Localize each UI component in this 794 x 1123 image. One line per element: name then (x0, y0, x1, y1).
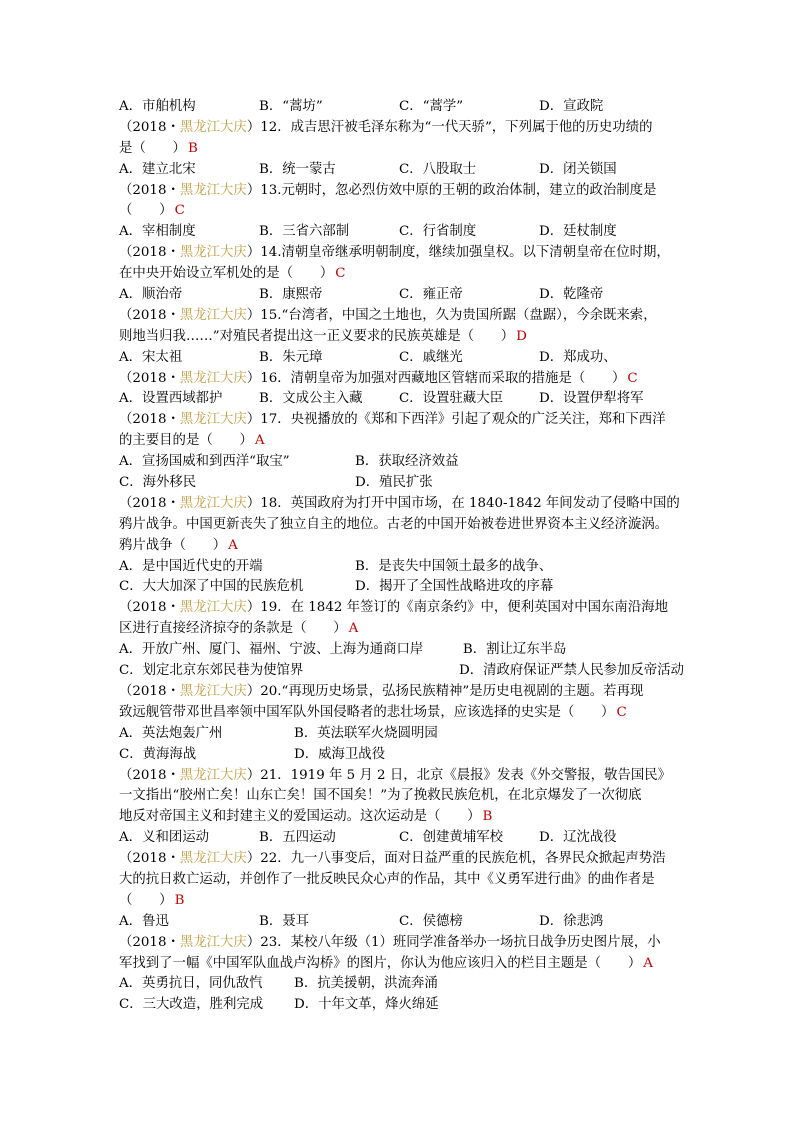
question-text: ）18．英国政府为打开中国市场，在 1840-1842 年间发动了侵略中国的 (246, 495, 680, 511)
option-row (119, 348, 679, 369)
answer-option: A．英勇抗日，同仇敌忾 (119, 976, 263, 992)
region-tag: 黑龙江大庆 (179, 307, 247, 323)
answer-option: C．行省制度 (399, 224, 477, 240)
option-row (119, 160, 679, 181)
question-text: 军找到了一幅《中国军队血战卢沟桥》的图片，你认为他应该归入的栏目主题是（ ） (119, 955, 642, 971)
question-text: （ ） (119, 892, 173, 908)
answer-key: A (643, 955, 653, 971)
question-text: 一文指出“胶州亡矣！山东亡矣！国不国矣！”为了挽救民族危机，在北京爆发了一次彻底 (119, 788, 642, 804)
answer-key: C (174, 203, 185, 219)
answer-option: C．划定北京东郊民巷为使馆界 (119, 663, 304, 679)
option-row (119, 473, 679, 494)
option-row (119, 640, 679, 661)
answer-option: D．辽沈战役 (539, 830, 617, 846)
question-text: ）17．央视播放的《郑和下西洋》引起了观众的广泛关注，郑和下西洋 (246, 412, 666, 428)
question-stem (119, 118, 679, 139)
answer-option: B．统一蒙古 (259, 161, 336, 177)
question-text: 在中央开始设立军机处的是（ ） (119, 266, 334, 282)
question-text: ）20.“再现历史场景，弘扬民族精神”是历史电视剧的主题。若再现 (246, 683, 644, 699)
answer-option: C．大大加深了中国的民族危机 (119, 579, 304, 595)
question-text: ）22．九一八事变后，面对日益严重的民族危机，各界民众掀起声势浩 (246, 851, 666, 867)
answer-option: B．五四运动 (259, 830, 336, 846)
answer-option: C．侯德榜 (399, 913, 463, 929)
answer-option: D．宣政院 (539, 99, 604, 114)
question-text: ）21．1919 年 5 月 2 日，北京《晨报》发表《外交警报，敬告国民》 (246, 767, 672, 783)
question-stem (119, 181, 679, 202)
region-tag: 黑龙江大庆 (179, 851, 247, 867)
answer-option: D．闭关锁国 (539, 161, 617, 177)
region-tag: 黑龙江大庆 (179, 495, 247, 511)
answer-key: A (254, 433, 265, 449)
option-row (119, 912, 679, 933)
question-source: （2018・ (119, 307, 180, 323)
question-source: （2018・ (119, 245, 180, 261)
question-text: ）14.清朝皇帝继承明朝制度，继续加强皇权。以下清朝皇帝在位时期， (246, 245, 670, 261)
question-source: （2018・ (119, 767, 180, 783)
question-text-line (119, 891, 679, 912)
question-stem (119, 598, 679, 619)
question-text-line (119, 201, 679, 222)
question-text-line (119, 327, 679, 348)
region-tag: 黑龙江大庆 (179, 412, 247, 428)
answer-option: B．获取经济效益 (355, 454, 459, 470)
question-text: 鸦片战争（ ） (119, 537, 227, 553)
question-text-line (119, 536, 679, 557)
option-row (119, 724, 679, 745)
question-text: ）16．清朝皇帝为加强对西藏地区管辖而采取的措施是（ ） (246, 370, 626, 386)
region-tag: 黑龙江大庆 (179, 245, 247, 261)
answer-option: B．割让辽东半岛 (462, 642, 567, 658)
region-tag: 黑龙江大庆 (179, 600, 247, 616)
answer-option: D．清政府保证严禁人民参加反帝活动 (459, 663, 684, 679)
option-row (119, 828, 679, 849)
option-row (119, 661, 684, 682)
region-tag: 黑龙江大庆 (179, 182, 247, 198)
answer-option: D．殖民扩张 (355, 475, 433, 491)
question-text-line (119, 264, 679, 285)
answer-option: A．宣扬国威和到西洋“取宝” (119, 454, 290, 470)
answer-option: B．聂耳 (259, 913, 310, 929)
question-text: 致远舰管带邓世昌率领中国军队外国侵略者的悲壮场景，应该选择的史实是（ ） (119, 704, 615, 720)
question-text: 区进行直接经济掠夺的条款是（ ） (119, 621, 347, 637)
question-source: （2018・ (119, 934, 180, 950)
question-text-line (119, 870, 679, 891)
question-text: 地反对帝国主义和封建主义的爱国运动。这次运动是（ ） (119, 809, 481, 825)
answer-option: D．郑成功、 (539, 349, 617, 365)
question-stem (119, 494, 679, 515)
answer-option: A．宰相制度 (119, 224, 196, 240)
answer-key: B (482, 809, 493, 825)
answer-option: C．设置驻藏大臣 (399, 391, 503, 407)
answer-option: A．顺治帝 (119, 287, 183, 303)
answer-option: A．设置西域都护 (119, 391, 223, 407)
question-text: 的主要目的是（ ） (119, 433, 253, 449)
question-stem (119, 369, 679, 390)
option-row (119, 745, 679, 766)
question-text-line (119, 954, 679, 975)
answer-option: C．创建黄埔军校 (399, 830, 503, 846)
question-source: （2018・ (119, 370, 180, 386)
option-row (119, 557, 679, 578)
answer-option: D．十年文革，烽火绵延 (294, 997, 439, 1013)
question-text: 鸦片战争。中国更新丧失了独立自主的地位。古老的中国开始被卷进世界资本主义经济漩涡。 (119, 516, 669, 532)
option-row (119, 995, 679, 1016)
region-tag: 黑龙江大庆 (179, 683, 247, 699)
answer-key: D (516, 328, 527, 344)
answer-option: B．朱元璋 (259, 349, 323, 365)
answer-option: D．揭开了全国性战略进攻的序幕 (355, 579, 554, 595)
question-source: （2018・ (119, 683, 180, 699)
question-text: ）23．某校八年级（1）班同学准备举办一场抗日战争历史图片展，小 (246, 934, 661, 950)
question-text: （ ） (119, 203, 173, 219)
answer-option: A．市舶机构 (119, 99, 196, 114)
answer-option: C．三大改造，胜利完成 (119, 997, 264, 1013)
answer-option: A．是中国近代史的开端 (119, 558, 263, 574)
answer-option: D．乾隆帝 (539, 287, 604, 303)
answer-key: A (348, 621, 359, 637)
region-tag: 黑龙江大庆 (179, 119, 247, 135)
question-source: （2018・ (119, 600, 180, 616)
answer-option: C．戚继光 (399, 349, 463, 365)
answer-option: B．是丧失中国领土最多的战争、 (355, 558, 553, 574)
question-text: ）19．在 1842 年签订的《南京条约》中，便利英国对中国东南沿海地 (246, 600, 668, 616)
answer-option: D．廷杖制度 (539, 224, 617, 240)
answer-option: B．抗美援朝，洪流奔涌 (294, 976, 438, 992)
question-text: ）13.元朝时，忽必烈仿效中原的王朝的政治体制，建立的政治制度是 (246, 182, 657, 198)
question-text: 大的抗日救亡运动，并创作了一批反映民众心声的作品，其中《义勇军进行曲》的曲作者是 (119, 871, 655, 887)
question-text-line (119, 139, 679, 160)
question-text-line (119, 786, 679, 807)
question-list (119, 97, 684, 1016)
option-row (119, 452, 679, 473)
question-stem (119, 306, 679, 327)
question-text-line (119, 619, 679, 640)
answer-option: C．海外移民 (119, 475, 197, 491)
answer-option: A．宋太祖 (119, 349, 183, 365)
answer-option: D．威海卫战役 (294, 746, 386, 762)
answer-key: B (187, 140, 198, 156)
question-text-line (119, 515, 679, 536)
answer-option: B．“蒿坊” (259, 99, 323, 114)
question-text-line (119, 807, 679, 828)
answer-option: A．开放广州、厦门、福州、宁波、上海为通商口岸 (119, 642, 424, 658)
question-text: ）12．成吉思汗被毛泽东称为“一代天骄”，下列属于他的历史功绩的 (246, 119, 653, 135)
region-tag: 黑龙江大庆 (179, 934, 247, 950)
answer-option: B．康熙帝 (259, 287, 323, 303)
question-stem (119, 933, 679, 954)
question-stem (119, 766, 679, 787)
question-text: 则地当归我……”对殖民者提出这一正义要求的民族英雄是（ ） (119, 328, 515, 344)
question-source: （2018・ (119, 182, 180, 198)
answer-option: C．黄海海战 (119, 746, 197, 762)
option-row (119, 97, 679, 118)
answer-option: C．八股取士 (399, 161, 477, 177)
option-row (119, 389, 679, 410)
question-text-line (119, 703, 679, 724)
answer-option: B．三省六部制 (259, 224, 350, 240)
answer-option: A．英法炮轰广州 (119, 725, 223, 741)
question-source: （2018・ (119, 412, 180, 428)
answer-option: C．“蒿学” (399, 99, 464, 114)
answer-key: C (335, 266, 346, 282)
option-row (119, 285, 679, 306)
region-tag: 黑龙江大庆 (179, 767, 247, 783)
question-stem (119, 682, 679, 703)
option-row (119, 222, 679, 243)
answer-option: B．文成公主入藏 (259, 391, 363, 407)
question-stem (119, 849, 679, 870)
answer-option: A．义和团运动 (119, 830, 210, 846)
answer-option: C．雍正帝 (399, 287, 463, 303)
answer-key: A (228, 537, 238, 553)
answer-option: A．建立北宋 (119, 161, 196, 177)
question-source: （2018・ (119, 495, 180, 511)
question-stem (119, 410, 679, 431)
question-text: ）15.“台湾者，中国之土地也，久为贵国所踞（盘踞），今余既来索， (246, 307, 657, 323)
question-stem (119, 243, 679, 264)
answer-option: B．英法联军火烧圆明园 (294, 725, 438, 741)
answer-key: B (174, 892, 185, 908)
answer-option: A．鲁迅 (119, 913, 169, 929)
option-row (119, 974, 679, 995)
answer-key: C (616, 704, 627, 720)
question-source: （2018・ (119, 119, 180, 135)
option-row (119, 577, 679, 598)
answer-option: D．徐悲鸿 (539, 913, 604, 929)
answer-key: C (627, 370, 638, 386)
question-text-line (119, 431, 679, 452)
question-text: 是（ ） (119, 140, 186, 156)
answer-option: D．设置伊犁将军 (539, 391, 644, 407)
question-source: （2018・ (119, 851, 180, 867)
region-tag: 黑龙江大庆 (179, 370, 247, 386)
